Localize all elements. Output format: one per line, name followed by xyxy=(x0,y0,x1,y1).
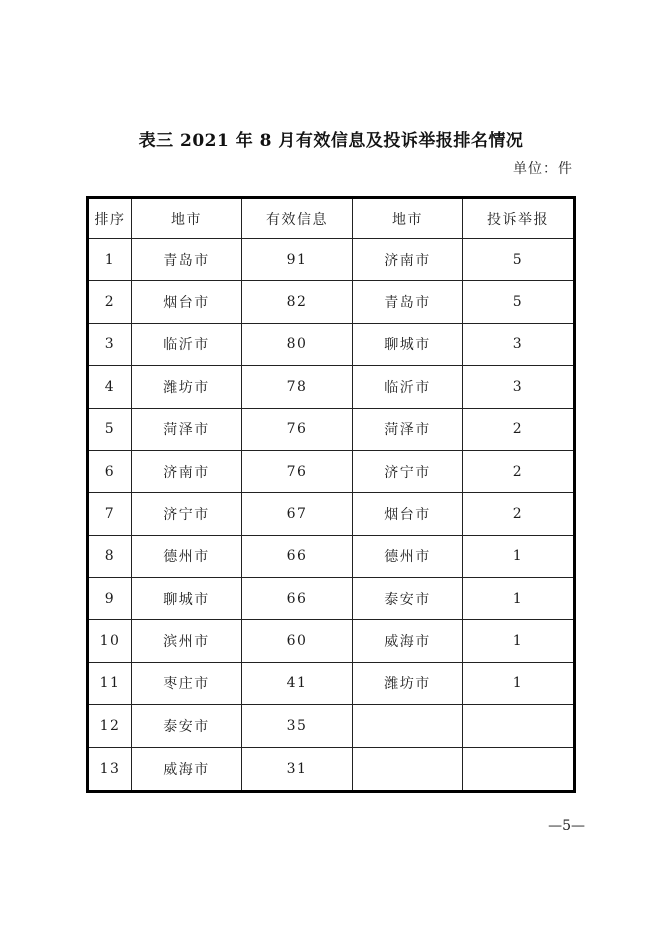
table-row xyxy=(88,493,575,535)
table-cell: 76 xyxy=(242,408,353,450)
table-cell: 4 xyxy=(88,366,132,408)
table-cell: 潍坊市 xyxy=(353,662,463,704)
table-cell: 济宁市 xyxy=(353,450,463,492)
table-cell: 6 xyxy=(88,450,132,492)
table-cell: 78 xyxy=(242,366,353,408)
table-cell: 3 xyxy=(463,323,575,365)
table-cell: 1 xyxy=(463,578,575,620)
table-cell: 5 xyxy=(463,239,575,281)
table-cell: 滨州市 xyxy=(132,620,242,662)
table-header-cell: 有效信息 xyxy=(242,198,353,239)
table-cell: 1 xyxy=(88,239,132,281)
table-cell: 60 xyxy=(242,620,353,662)
table-cell: 德州市 xyxy=(353,535,463,577)
table-cell: 烟台市 xyxy=(353,493,463,535)
table-cell: 31 xyxy=(242,747,353,792)
table-cell: 济宁市 xyxy=(132,493,242,535)
table-cell: 德州市 xyxy=(132,535,242,577)
table-cell: 菏泽市 xyxy=(353,408,463,450)
table-cell: 菏泽市 xyxy=(132,408,242,450)
table-row xyxy=(88,705,575,747)
table-cell: 13 xyxy=(88,747,132,792)
table-row xyxy=(88,239,575,281)
table-cell: 10 xyxy=(88,620,132,662)
table-body xyxy=(88,239,575,792)
table-cell: 枣庄市 xyxy=(132,662,242,704)
table-header-cell: 地市 xyxy=(353,198,463,239)
table-header-cell: 地市 xyxy=(132,198,242,239)
table-row xyxy=(88,281,575,323)
table-cell: 威海市 xyxy=(132,747,242,792)
table-cell: 66 xyxy=(242,535,353,577)
table-cell: 3 xyxy=(88,323,132,365)
table-cell xyxy=(463,705,575,747)
unit-label: 单位：件 xyxy=(513,161,573,177)
table-cell: 2 xyxy=(88,281,132,323)
table-cell: 济南市 xyxy=(132,450,242,492)
table-cell: 临沂市 xyxy=(132,323,242,365)
page-title: 表三 2021 年 8 月有效信息及投诉举报排名情况 xyxy=(138,131,524,151)
table-cell: 5 xyxy=(88,408,132,450)
table-cell: 临沂市 xyxy=(353,366,463,408)
table-cell: 1 xyxy=(463,535,575,577)
table-cell: 76 xyxy=(242,450,353,492)
table-row xyxy=(88,408,575,450)
table-cell: 8 xyxy=(88,535,132,577)
table-row xyxy=(88,662,575,704)
table-row xyxy=(88,323,575,365)
table-cell: 66 xyxy=(242,578,353,620)
table-row xyxy=(88,747,575,792)
table-header-cell: 排序 xyxy=(88,198,132,239)
table-row xyxy=(88,366,575,408)
table-cell: 1 xyxy=(463,620,575,662)
table-cell: 威海市 xyxy=(353,620,463,662)
table-cell xyxy=(353,747,463,792)
table-cell: 泰安市 xyxy=(353,578,463,620)
table-cell: 2 xyxy=(463,450,575,492)
table-cell: 2 xyxy=(463,493,575,535)
table-cell: 烟台市 xyxy=(132,281,242,323)
table-cell: 9 xyxy=(88,578,132,620)
table-row xyxy=(88,450,575,492)
table-cell: 青岛市 xyxy=(132,239,242,281)
table-row xyxy=(88,620,575,662)
table-cell: 2 xyxy=(463,408,575,450)
table-cell: 1 xyxy=(463,662,575,704)
table-cell: 41 xyxy=(242,662,353,704)
table-cell: 济南市 xyxy=(353,239,463,281)
table-cell: 11 xyxy=(88,662,132,704)
table-row xyxy=(88,535,575,577)
table-cell: 80 xyxy=(242,323,353,365)
page-number: —5— xyxy=(548,818,585,834)
table-cell: 5 xyxy=(463,281,575,323)
table-row xyxy=(88,578,575,620)
table-header-row xyxy=(88,198,575,239)
table-cell: 泰安市 xyxy=(132,705,242,747)
table-cell: 潍坊市 xyxy=(132,366,242,408)
table-cell: 91 xyxy=(242,239,353,281)
table-cell xyxy=(353,705,463,747)
table-cell: 67 xyxy=(242,493,353,535)
table-cell xyxy=(463,747,575,792)
ranking-table xyxy=(86,196,576,793)
table-header-cell: 投诉举报 xyxy=(463,198,575,239)
table-cell: 35 xyxy=(242,705,353,747)
table-cell: 7 xyxy=(88,493,132,535)
table-cell: 3 xyxy=(463,366,575,408)
table-cell: 聊城市 xyxy=(132,578,242,620)
table-cell: 青岛市 xyxy=(353,281,463,323)
table-cell: 12 xyxy=(88,705,132,747)
table-cell: 82 xyxy=(242,281,353,323)
table-cell: 聊城市 xyxy=(353,323,463,365)
